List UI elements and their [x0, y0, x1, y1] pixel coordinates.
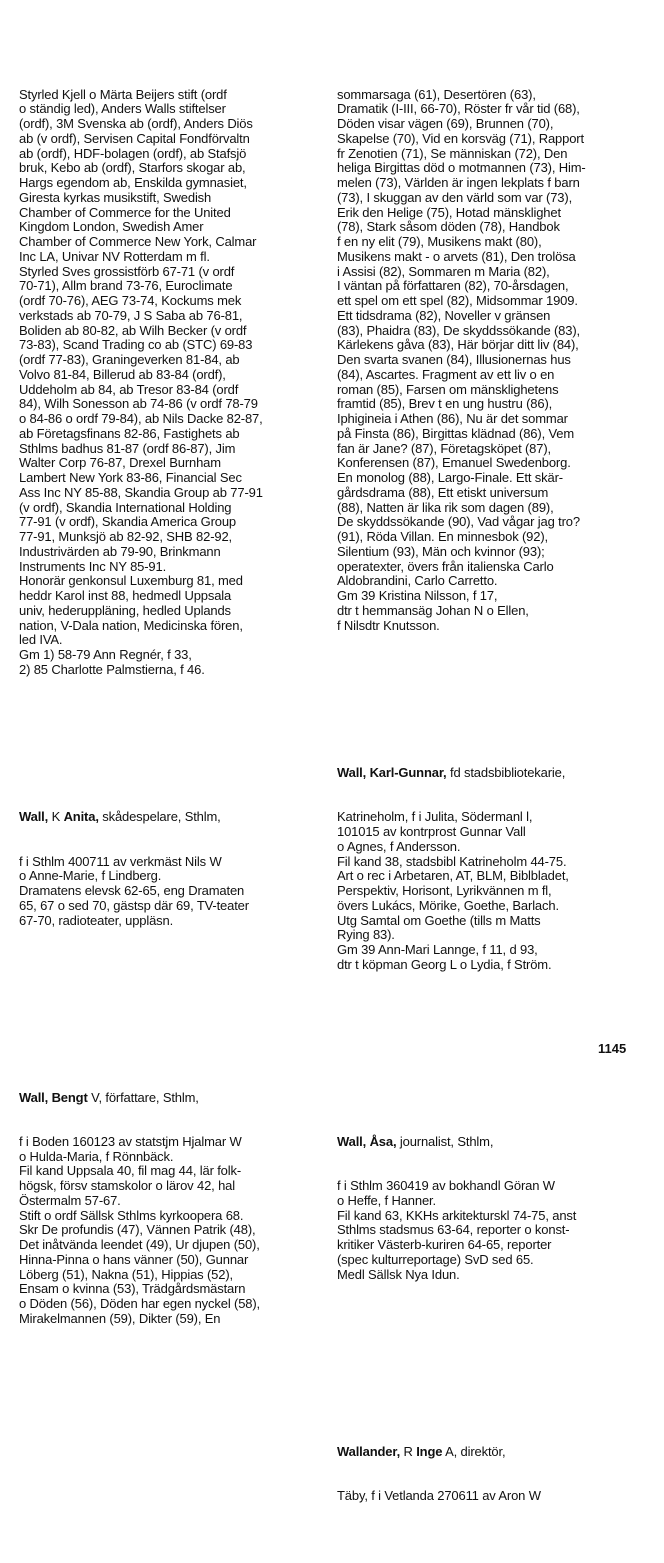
- text-line: Fil kand Uppsala 40, fil mag 44, lär folk-: [19, 1163, 242, 1179]
- text-line: 77-91 (v ordf), Skandia America Group: [19, 514, 236, 530]
- text-line: Aldobrandini, Carlo Carretto.: [337, 573, 498, 589]
- right-column: [337, 58, 655, 1563]
- text-line: 65, 67 o sed 70, gästsp där 69, TV-teater: [19, 897, 249, 913]
- entry-body: [337, 1489, 655, 1504]
- text-line: Ass Inc NY 85-88, Skandia Group ab 77-91: [19, 484, 263, 500]
- text-line: o Agnes, f Andersson.: [337, 838, 461, 854]
- text-line: heddr Karol inst 88, hedmedl Uppsala: [19, 588, 232, 603]
- text-line: o Döden (56), Döden har egen nyckel (58),: [19, 1296, 260, 1311]
- text-line: melen (73), Världen är ingen lekplats f barn: [337, 175, 580, 190]
- text-line: övers Lukács, Mörike, Goethe, Barlach.: [337, 897, 559, 913]
- text-line: heliga Birgittas död o motmannen (73), Him-: [337, 160, 586, 176]
- text-line: Hinna-Pinna o hans vänner (50), Gunnar: [19, 1251, 249, 1267]
- entry-first-line-rest: journalist, Sthlm,: [396, 1133, 494, 1149]
- text-line: Kingdom London, Swedish Amer: [19, 219, 204, 235]
- text-line: Dramatens elevsk 62-65, eng Dramaten: [19, 883, 245, 898]
- text-line: Fil kand 63, KKHs arkitekturskl 74-75, anst: [337, 1207, 577, 1223]
- entry-wall-bengt: [19, 1061, 319, 1356]
- text-line: operatexter, övers från italienska Carlo: [337, 558, 554, 574]
- text-line: 77-91, Munksjö ab 82-92, SHB 82-92,: [19, 529, 232, 544]
- text-line: En monolog (88), Largo-Finale. Ett skär-: [337, 470, 563, 485]
- text-line: sommarsaga (61), Desertören (63),: [337, 86, 536, 102]
- text-line: Fil kand 38, stadsbibl Katrineholm 44-75.: [337, 853, 567, 869]
- text-line: Silentium (93), Män och kvinnor (93);: [337, 543, 545, 559]
- text-line: Sthlms badhus 81-87 (ordf 86-87), Jim: [19, 440, 236, 456]
- entry-first-line-rest: skådespelare, Sthlm,: [98, 809, 221, 825]
- text-line: Döden visar vägen (69), Brunnen (70),: [337, 116, 554, 131]
- entry-first-line: [337, 1445, 655, 1460]
- headword: Wallander,: [337, 1443, 401, 1459]
- text-line: Uddeholm ab 84, ab Tresor 83-84 (ordf: [19, 381, 239, 397]
- text-line: Kärlekens gåva (83), Här börjar ditt liv (84),: [337, 337, 579, 353]
- text-line: Täby, f i Vetlanda 270611 av Aron W: [337, 1487, 541, 1503]
- text-line: ab Företagsfinans 82-86, Fastighets ab: [19, 425, 240, 441]
- text-line: Medl Sällsk Nya Idun.: [337, 1266, 460, 1282]
- text-line: (ordf 77-83), Graningeverken 81-84, ab: [19, 352, 240, 367]
- text-line: o 84-86 o ordf 79-84), ab Nils Dacke 82-87,: [19, 411, 263, 426]
- entry-body: [19, 855, 319, 929]
- text-line: De skyddssökande (90), Vad vågar jag tro?: [337, 514, 580, 530]
- text-line: Inc LA, Univar NV Rotterdam m fl.: [19, 248, 210, 264]
- headword: Wall, Bengt: [19, 1089, 88, 1105]
- text-line: roman (85), Farsen om mänsklighetens: [337, 381, 559, 397]
- text-line: univ, hederuppläning, hedled Uplands: [19, 602, 231, 618]
- text-line: Lambert New York 83-86, Financial Sec: [19, 470, 242, 485]
- entry-continuation-anders-wall: [19, 88, 319, 678]
- text-line: Rying 83).: [337, 927, 395, 943]
- text-line: Utg Samtal om Goethe (tills m Matts: [337, 912, 541, 928]
- text-line: led IVA.: [19, 632, 63, 648]
- text-line: högsk, försv stamskolor o lärov 42, hal: [19, 1178, 235, 1193]
- entry-first-line: [19, 1091, 319, 1106]
- given-name: Inge: [416, 1443, 443, 1459]
- text-line: Gm 39 Kristina Nilsson, f 17,: [337, 588, 498, 603]
- text-line: Styrled Sves grossistförb 67-71 (v ordf: [19, 263, 235, 279]
- headword-middle: K: [48, 809, 64, 825]
- text-line: Gm 1) 58-79 Ann Regnér, f 33,: [19, 647, 192, 662]
- text-line: (ordf 70-76), AEG 73-74, Kockums mek: [19, 293, 242, 308]
- left-column: [19, 58, 319, 1386]
- text-line: gårdsdrama (88), Ett etiskt universum: [337, 484, 549, 500]
- text-line: Mirakelmannen (59), Dikter (59), En: [19, 1310, 221, 1326]
- text-line: Skapelse (70), Vid en korsväg (71), Rapport: [337, 130, 584, 146]
- text-line: (73), I skuggan av den värld som var (73),: [337, 189, 573, 205]
- text-line: o Anne-Marie, f Lindberg.: [19, 868, 162, 884]
- headword-middle: R: [400, 1443, 417, 1459]
- text-line: (78), Stark såsom döden (78), Handbok: [337, 219, 560, 235]
- entry-first-line: [337, 766, 655, 781]
- text-line: fr Zenotien (71), Se människan (72), Den: [337, 145, 568, 161]
- text-line: nation, V-Dala nation, Medicinska fören,: [19, 617, 243, 633]
- text-line: f en ny elit (79), Musikens makt (80),: [337, 234, 542, 249]
- text-line: dtr t hemmansäg Johan N o Ellen,: [337, 602, 529, 618]
- text-line: f i Sthlm 360419 av bokhandl Göran W: [337, 1178, 555, 1193]
- text-line: Ett tidsdrama (82), Noveller v gränsen: [337, 307, 551, 323]
- entry-first-line-rest: A, direktör,: [442, 1443, 506, 1459]
- text-line: Löberg (51), Nakna (51), Hippias (52),: [19, 1266, 233, 1282]
- entry-wallander-inge: [337, 1415, 655, 1533]
- text-line: Giresta kyrkas musikstift, Swedish: [19, 189, 212, 205]
- text-line: f i Sthlm 400711 av verkmäst Nils W: [19, 853, 222, 869]
- text-line: Instruments Inc NY 85-91.: [19, 558, 167, 574]
- entry-first-line: [337, 1135, 655, 1150]
- text-line: kritiker Västerb-kuriren 64-65, reporter: [337, 1237, 552, 1252]
- text-line: verkstads ab 70-79, J S Saba ab 76-81,: [19, 307, 243, 323]
- text-line: (spec kulturreportage) SvD sed 65.: [337, 1251, 534, 1267]
- text-line: ett spel om ett spel (82), Midsommar 1909.: [337, 293, 578, 308]
- given-name: Anita,: [63, 809, 99, 825]
- text-line: Honorär genkonsul Luxemburg 81, med: [19, 573, 243, 589]
- text-line: (83), Phaidra (83), De skyddssökande (83),: [337, 322, 580, 338]
- headword: Wall,: [19, 809, 49, 825]
- text-line: (ordf), 3M Svenska ab (ordf), Anders Diös: [19, 116, 253, 131]
- text-line: Dramatik (I-III, 66-70), Röster fr vår tid (68),: [337, 101, 580, 117]
- text-line: Chamber of Commerce New York, Calmar: [19, 234, 257, 249]
- text-line: Perspektiv, Horisont, Lyrikvännen m fl,: [337, 883, 552, 898]
- entry-wall-anita: [19, 781, 319, 958]
- entry-body: [337, 810, 655, 972]
- text-line: o Hulda-Maria, f Rönnbäck.: [19, 1148, 174, 1164]
- text-line: i Assisi (82), Sommaren m Maria (82),: [337, 263, 550, 279]
- text-line: (v ordf), Skandia International Holding: [19, 499, 232, 515]
- text-line: (91), Röda Villan. En minnesbok (92),: [337, 529, 548, 544]
- text-line: Boliden ab 80-82, ab Wilh Becker (v ordf: [19, 322, 247, 338]
- text-line: Den svarta svanen (84), Illusionernas hus: [337, 352, 571, 367]
- entry-first-line: [19, 810, 319, 825]
- text-line: ab (v ordf), Servisen Capital Fondförvaltn: [19, 130, 250, 146]
- page-number: 1145: [598, 1041, 627, 1056]
- text-line: ab (ordf), HDF-bolagen (ordf), ab Stafsjö: [19, 145, 247, 161]
- text-line: 84), Wilh Sonesson ab 74-86 (v ordf 78-79: [19, 396, 258, 412]
- text-line: Östermalm 57-67.: [19, 1192, 121, 1208]
- text-line: Ensam o kvinna (53), Trädgårdsmästarn: [19, 1281, 246, 1297]
- text-line: Musikens makt - o arvets (81), Den trolösa: [337, 248, 576, 264]
- text-line: bruk, Kebo ab (ordf), Starfors skogar ab,: [19, 160, 246, 176]
- text-line: Gm 39 Ann-Mari Lannge, f 11, d 93,: [337, 942, 538, 957]
- entry-first-line-rest: V, författare, Sthlm,: [87, 1089, 199, 1105]
- text-line: Iphigineia i Athen (86), Nu är det sommar: [337, 411, 568, 426]
- text-line: f i Boden 160123 av statstjm Hjalmar W: [19, 1133, 242, 1149]
- entry-wall-asa: [337, 1105, 655, 1312]
- text-line: fan är Jane? (87), Företagsköpet (87),: [337, 440, 551, 456]
- text-line: Styrled Kjell o Märta Beijers stift (ordf: [19, 86, 227, 102]
- text-line: Det inåtvända leendet (49), Ur djupen (50),: [19, 1237, 260, 1252]
- text-line: f Nilsdtr Knutsson.: [337, 617, 440, 633]
- text-line: Art o rec i Arbetaren, AT, BLM, Biblbladet,: [337, 868, 569, 884]
- text-line: framtid (85), Brev t en ung hustru (86),: [337, 396, 553, 412]
- text-line: 67-70, radioteater, uppläsn.: [19, 912, 174, 928]
- text-line: Industrivärden ab 79-90, Brinkmann: [19, 543, 221, 559]
- text-line: (88), Natten är lika rik som dagen (89),: [337, 499, 554, 515]
- text-line: (84), Ascartes. Fragment av ett liv o en: [337, 366, 555, 382]
- text-line: Katrineholm, f i Julita, Södermanl l,: [337, 809, 533, 825]
- text-line: o Heffe, f Hanner.: [337, 1192, 436, 1208]
- text-line: o ständig led), Anders Walls stiftelser: [19, 101, 226, 117]
- text-line: Konferensen (87), Emanuel Swedenborg.: [337, 455, 571, 471]
- entry-continuation-bengt-wall: [337, 88, 655, 634]
- text-line: Stift o ordf Sällsk Sthlms kyrkoopera 68.: [19, 1207, 244, 1223]
- text-line: Skr De profundis (47), Vännen Patrik (48),: [19, 1222, 256, 1238]
- text-line: 73-83), Scand Trading co ab (STC) 69-83: [19, 337, 253, 353]
- entry-first-line-rest: fd stadsbibliotekarie,: [446, 765, 566, 780]
- headword: Wall, Åsa,: [337, 1133, 397, 1149]
- text-line: Volvo 81-84, Billerud ab 83-84 (ordf),: [19, 366, 226, 382]
- text-line: Walter Corp 76-87, Drexel Burnham: [19, 455, 221, 471]
- headword: Wall, Karl-Gunnar,: [337, 765, 447, 780]
- entry-body: [19, 1135, 319, 1327]
- text-line: dtr t köpman Georg L o Lydia, f Ström.: [337, 956, 552, 972]
- text-line: I väntan på författaren (82), 70-årsdagen,: [337, 278, 569, 294]
- text-line: Sthlms stadsmus 63-64, reporter o konst-: [337, 1222, 570, 1238]
- text-line: Erik den Helige (75), Hotad mänsklighet: [337, 204, 561, 220]
- text-line: 70-71), Allm brand 73-76, Euroclimate: [19, 278, 233, 294]
- text-line: Hargs egendom ab, Enskilda gymnasiet,: [19, 175, 247, 190]
- text-line: 2) 85 Charlotte Palmstierna, f 46.: [19, 661, 205, 677]
- text-line: 101015 av kontrprost Gunnar Vall: [337, 824, 526, 839]
- entry-wall-karl-gunnar: [337, 737, 655, 1003]
- entry-body: [337, 1179, 655, 1282]
- text-line: Chamber of Commerce for the United: [19, 204, 231, 220]
- text-line: på Finsta (86), Birgittas klädnad (86), Vem: [337, 425, 575, 441]
